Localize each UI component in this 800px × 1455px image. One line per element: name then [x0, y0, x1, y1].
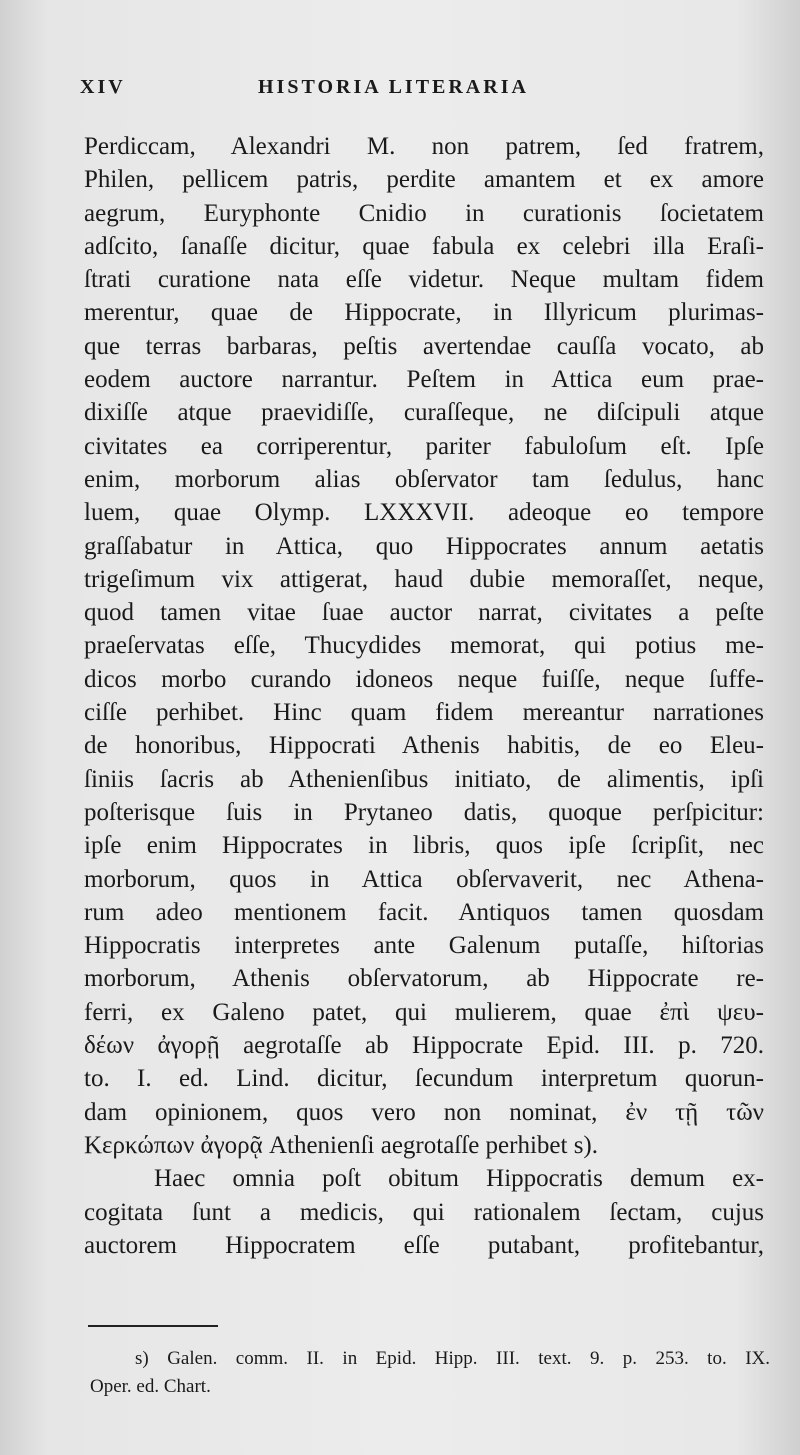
- text-line: Haec omnia poſt obitum Hippocratis demum ex-: [154, 1165, 764, 1193]
- page-number: XIV: [80, 76, 126, 98]
- text-line: poſterisque ſuis in Prytaneo datis, quoque perſpicitur:: [84, 798, 764, 826]
- text-line: civitates ea corriperentur, pariter fabuloſum eſt. Ipſe: [84, 432, 764, 460]
- footnote-line: Oper. ed. Chart.: [90, 1376, 211, 1397]
- footnote-divider: [88, 1325, 218, 1327]
- text-line: quod tamen vitae ſuae auctor narrat, civitates a peſte: [84, 599, 764, 627]
- text-line: praeſervatas eſſe, Thucydides memorat, qui potius me-: [84, 632, 764, 660]
- text-line: dixiſſe atque praevidiſſe, curaſſeque, ne diſcipuli atque: [84, 399, 764, 427]
- text-line: trigeſimum vix attigerat, haud dubie memoraſſet, neque,: [84, 565, 764, 593]
- text-line: Perdiccam, Alexandri M. non patrem, ſed fratrem,: [84, 133, 764, 160]
- running-head: HISTORIA LITERARIA: [258, 76, 529, 98]
- text-line: ipſe enim Hippocrates in libris, quos ipſe ſcripſit, nec: [84, 832, 764, 860]
- text-line: enim, morborum alias obſervator tam ſedulus, hanc: [84, 465, 764, 493]
- text-line: que terras barbaras, peſtis avertendae cauſſa vocato, ab: [84, 332, 764, 360]
- text-line: δέων ἀγορῇ aegrotaſſe ab Hippocrate Epid. III. p. 720.: [84, 1032, 764, 1060]
- text-line: graſſabatur in Attica, quo Hippocrates annum aetatis: [84, 532, 764, 560]
- footnote: [90, 1345, 770, 1401]
- text-line: auctorem Hippocratem eſſe putabant, profitebantur,: [84, 1231, 764, 1259]
- text-line: ſtrati curatione nata eſſe videtur. Neque multam fidem: [84, 266, 764, 294]
- text-line: de honoribus, Hippocrati Athenis habitis, de eo Eleu-: [84, 732, 764, 760]
- text-line: Philen, pellicem patris, perdite amantem et ex amore: [84, 166, 764, 194]
- text-line: luem, quae Olymp. LXXXVII. adeoque eo tempore: [84, 499, 764, 527]
- text-line: Hippocratis interpretes ante Galenum putaſſe, hiſtorias: [84, 932, 764, 960]
- text-line: morborum, quos in Attica obſervaverit, nec Athena-: [84, 865, 764, 893]
- text-line: adſcito, ſanaſſe dicitur, quae fabula ex celebri illa Eraſi-: [84, 232, 764, 260]
- text-line: rum adeo mentionem facit. Antiquos tamen quosdam: [84, 898, 764, 926]
- main-text: [84, 130, 764, 1262]
- text-line: aegrum, Euryphonte Cnidio in curationis ſocietatem: [84, 199, 764, 227]
- text-line: Κερκώπων ἀγορᾷ Athenienſi aegrotaſſe perhibet s).: [84, 1131, 599, 1159]
- text-line: dam opinionem, quos vero non nominat, ἐν τῇ τῶν: [84, 1098, 764, 1126]
- text-line: ferri, ex Galeno patet, qui mulierem, quae ἐπὶ ψευ-: [84, 998, 764, 1026]
- text-line: dicos morbo curando idoneos neque fuiſſe, neque ſuffe-: [84, 665, 764, 693]
- footnote-line: s) Galen. comm. II. in Epid. Hipp. III. text. 9. p. 253. to. IX.: [135, 1348, 770, 1369]
- text-line: morborum, Athenis obſervatorum, ab Hippocrate re-: [84, 965, 764, 993]
- text-line: cogitata ſunt a medicis, qui rationalem ſectam, cujus: [84, 1198, 764, 1226]
- text-line: ciſſe perhibet. Hinc quam fidem mereantur narrationes: [84, 699, 764, 727]
- page-header: [80, 76, 760, 100]
- text-line: ſiniis ſacris ab Athenienſibus initiato, de alimentis, ipſi: [84, 765, 764, 793]
- text-line: merentur, quae de Hippocrate, in Illyricum plurimas-: [84, 299, 764, 327]
- text-line: eodem auctore narrantur. Peſtem in Attica eum prae-: [84, 366, 764, 394]
- text-line: to. I. ed. Lind. dicitur, ſecundum interpretum quorun-: [84, 1065, 764, 1093]
